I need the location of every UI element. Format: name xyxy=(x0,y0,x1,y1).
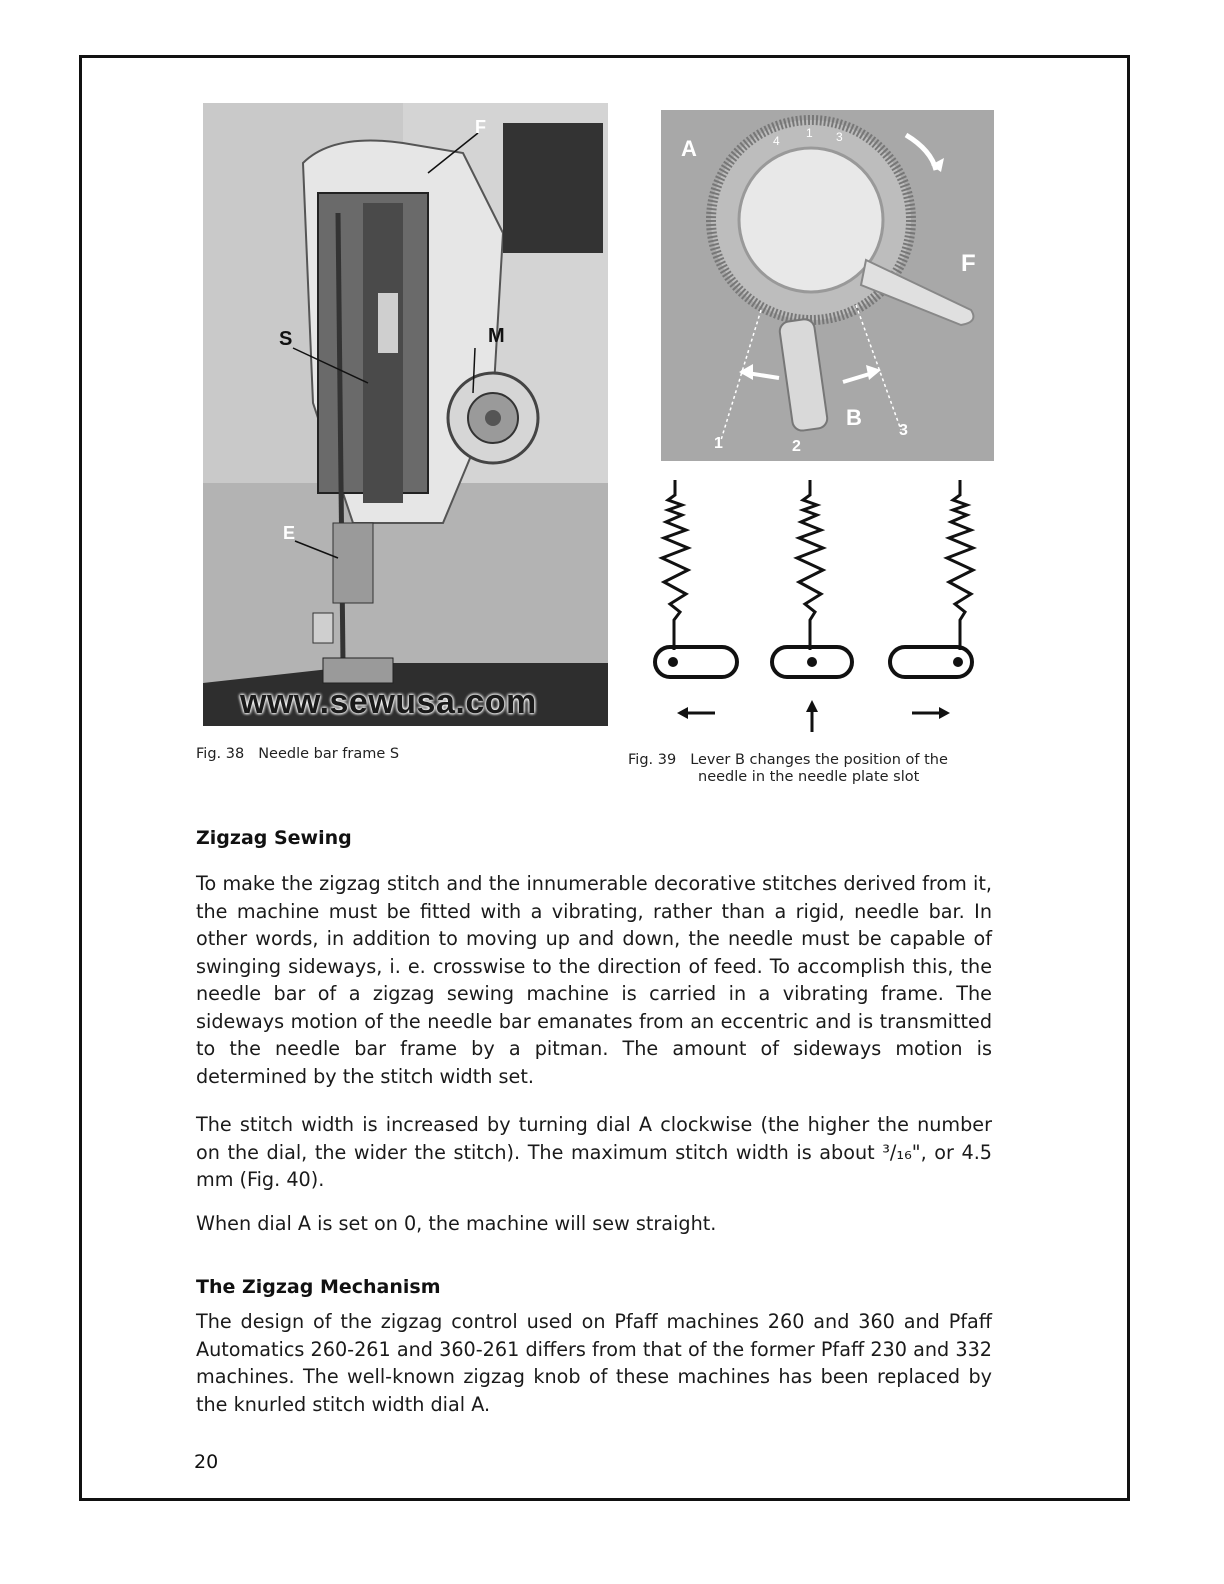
paragraph: The design of the zigzag control used on Pfaff machines 260 and 360 and Pfaff Automatics 260-261 and 360-261 differs from that of the former Pfaff 230 and 332 machines. The well-known zigzag knob of these machines has been replaced by the knurled stitch width dial A. xyxy=(196,1310,992,1416)
label-B: B xyxy=(846,405,862,430)
section-heading-zigzag-mechanism: The Zigzag Mechanism xyxy=(196,1276,441,1298)
label-position-2: 2 xyxy=(792,438,801,455)
paragraph: When dial A is set on 0, the machine will sew straight. xyxy=(196,1212,717,1235)
figure-39-caption xyxy=(628,752,998,786)
label-position-3: 3 xyxy=(899,422,908,439)
paragraph: To make the zigzag stitch and the innumerable decorative stitches derived from it, the machine must be fitted with a vibrating, rather than a rigid, needle bar. In other words, in addition to moving up and down, the needle must be capable of swinging sideways, i. e. crosswise to the direction of feed. To accomplish this, the needle bar of a zigzag sewing machine is carried in a vibrating frame. The sideways motion of the needle bar emanates from an eccentric and is transmitted to the needle bar frame by a pitman. The amount of sideways motion is determined by the stitch width set. xyxy=(196,872,992,1088)
label-S: S xyxy=(279,328,293,350)
dial-mark-3: 3 xyxy=(836,130,843,144)
section-heading-zigzag-sewing: Zigzag Sewing xyxy=(196,827,352,849)
figure-39-photo xyxy=(661,110,994,461)
paragraph: The stitch width is increased by turning dial A clockwise (the higher the number on the dial, the wider the stitch). The maximum stitch width is about ³/₁₆", or 4.5 mm (Fig. 40). xyxy=(196,1113,992,1191)
page-number: 20 xyxy=(194,1451,219,1473)
needle-position-center xyxy=(772,480,852,732)
label-F: F xyxy=(961,250,976,277)
needle-position-diagram xyxy=(640,470,1000,740)
figure-38-photo xyxy=(203,103,608,726)
figure-39-number: Fig. 39 xyxy=(628,752,677,768)
needle-position-left xyxy=(655,480,737,719)
label-M: M xyxy=(488,325,505,347)
dial-mark-1: 1 xyxy=(806,126,813,140)
label-F: F xyxy=(475,117,486,137)
watermark-text: www.sewusa.com xyxy=(240,683,537,721)
figure-39-caption-line2: needle in the needle plate slot xyxy=(698,769,920,785)
figure-39-caption-line1: Lever B changes the position of the xyxy=(690,752,948,768)
label-position-1: 1 xyxy=(714,435,723,452)
figure-38-caption-text: Needle bar frame S xyxy=(258,746,400,762)
label-E: E xyxy=(283,523,296,543)
label-A: A xyxy=(681,136,697,161)
figure-38-number: Fig. 38 xyxy=(196,746,245,762)
needle-position-right xyxy=(890,480,973,719)
figure-38-caption xyxy=(196,746,399,763)
dial-mark-4: 4 xyxy=(773,134,780,148)
